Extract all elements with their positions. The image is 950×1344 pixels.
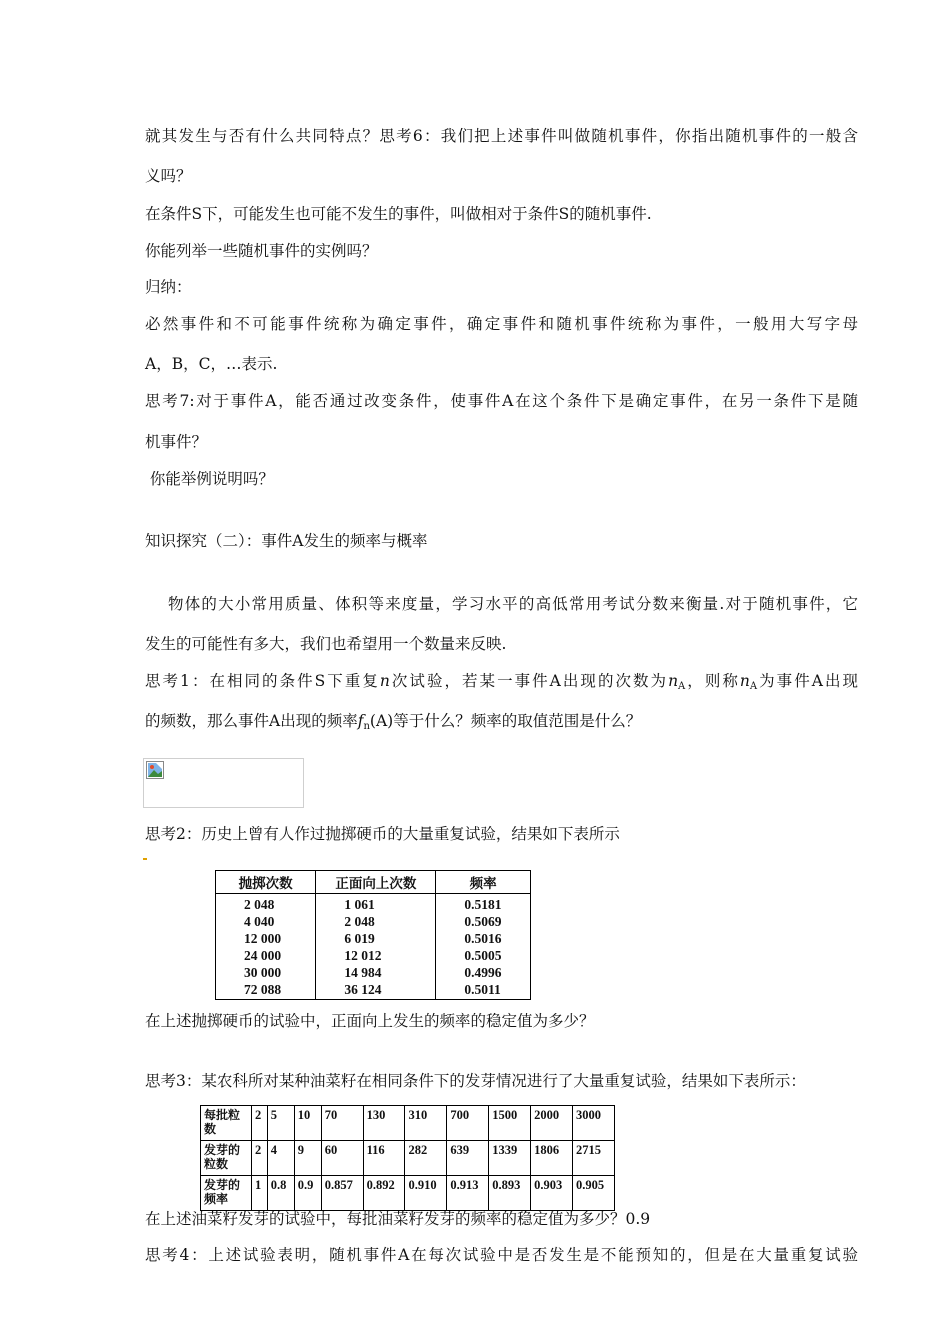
table-cell: 70	[321, 1106, 363, 1141]
table-cell: 9	[294, 1141, 321, 1176]
table-row	[216, 964, 531, 981]
table-row	[216, 930, 531, 947]
table-cell: 0.5016	[436, 930, 531, 947]
table-cell: 36 124	[316, 981, 436, 1000]
table-cell: 1 061	[316, 894, 436, 914]
think1-line2: 的频数，那么事件A出现的频率$f_n(A)$等于什么？频率的取值范围是什么？	[145, 712, 642, 732]
table-cell: 2	[252, 1106, 268, 1141]
paragraph-line: 你能列举一些随机事件的实例吗？	[145, 242, 378, 260]
paragraph-line: 必然事件和不可能事件统称为确定事件，确定事件和随机事件统称为事件，一般用大写字母	[145, 315, 858, 333]
paragraph-line: 机事件？	[145, 433, 208, 451]
broken-image-placeholder	[143, 758, 304, 808]
table-cell: 0.893	[489, 1176, 531, 1211]
table-cell: 0.892	[363, 1176, 405, 1211]
table-cell: 5	[267, 1106, 294, 1141]
table-cell: 1339	[489, 1141, 531, 1176]
table-header-cell: 正面向上次数	[316, 871, 436, 894]
table-cell: 639	[447, 1141, 489, 1176]
table-cell: 4 040	[216, 913, 316, 930]
table-cell: 发芽的粒数	[201, 1141, 252, 1176]
paragraph-line: A，B，C，…表示.	[145, 355, 278, 373]
seed-question: 在上述油菜籽发芽的试验中，每批油菜籽发芽的频率的稳定值为多少？0.9	[145, 1210, 651, 1228]
table-cell: 1806	[531, 1141, 573, 1176]
section-heading: 知识探究（二）：事件A发生的频率与概率	[145, 532, 428, 550]
think3: 思考3：某农科所对某种油菜籽在相同条件下的发芽情况进行了大量重复试验，结果如下表所示：	[145, 1072, 806, 1090]
paragraph-line: 思考7:对于事件A，能否通过改变条件，使事件A在这个条件下是确定事件，在另一条件下是随	[145, 392, 858, 410]
table-cell: 10	[294, 1106, 321, 1141]
table-cell: 12 012	[316, 947, 436, 964]
paragraph-line: 归纳：	[145, 278, 192, 296]
table-header-cell: 抛掷次数	[216, 871, 316, 894]
table-row	[201, 1141, 615, 1176]
paragraph-line: 义吗？	[145, 167, 192, 185]
think4: 思考4：上述试验表明，随机事件A在每次试验中是否发生是不能预知的，但是在大量重复试验	[145, 1246, 858, 1264]
table-cell: 1500	[489, 1106, 531, 1141]
table-cell: 60	[321, 1141, 363, 1176]
table-cell: 12 000	[216, 930, 316, 947]
broken-image-icon	[146, 761, 164, 779]
table-cell: 2	[252, 1141, 268, 1176]
table-cell: 发芽的频率	[201, 1176, 252, 1211]
table-cell: 2715	[572, 1141, 614, 1176]
table-cell: 310	[405, 1106, 447, 1141]
table-cell: 0.5011	[436, 981, 531, 1000]
table-cell: 30 000	[216, 964, 316, 981]
table-cell: 1	[252, 1176, 268, 1211]
table-cell: 0.5069	[436, 913, 531, 930]
table-cell: 0.910	[405, 1176, 447, 1211]
paragraph-line: 在条件S下，可能发生也可能不发生的事件，叫做相对于条件S的随机事件.	[145, 205, 652, 223]
table-cell: 130	[363, 1106, 405, 1141]
table-cell: 24 000	[216, 947, 316, 964]
table-cell: 0.903	[531, 1176, 573, 1211]
table-cell: 2 048	[316, 913, 436, 930]
table-cell: 2 048	[216, 894, 316, 914]
table-cell: 0.4996	[436, 964, 531, 981]
table-header-row	[216, 871, 531, 894]
table-row	[216, 913, 531, 930]
table-cell: 3000	[572, 1106, 614, 1141]
table-cell: 0.5181	[436, 894, 531, 914]
table-cell: 4	[267, 1141, 294, 1176]
table-row	[216, 947, 531, 964]
table-cell: 14 984	[316, 964, 436, 981]
table-cell: 0.5005	[436, 947, 531, 964]
paragraph-line: 物体的大小常用质量、体积等来度量，学习水平的高低常用考试分数来衡量.对于随机事件，它	[168, 595, 858, 613]
table-row	[201, 1106, 615, 1141]
table-row	[216, 981, 531, 1000]
think1-line1: 思考1：在相同的条件S下重复n次试验，若某一事件A出现的次数为$n_A$，则称$n_A$为事件A出现	[145, 672, 858, 692]
think2: 思考2：历史上曾有人作过抛掷硬币的大量重复试验，结果如下表所示	[145, 825, 620, 843]
table-row	[216, 894, 531, 914]
table-cell: 每批粒数	[201, 1106, 252, 1141]
paragraph-line: 你能举例说明吗？	[145, 470, 274, 488]
table-cell: 116	[363, 1141, 405, 1176]
paragraph-line: 发生的可能性有多大，我们也希望用一个数量来反映.	[145, 635, 507, 653]
paragraph-line: 就其发生与否有什么共同特点？思考6：我们把上述事件叫做随机事件，你指出随机事件的一般含	[145, 127, 858, 145]
table-cell: 72 088	[216, 981, 316, 1000]
seed-table	[200, 1105, 615, 1211]
table-cell: 0.8	[267, 1176, 294, 1211]
table-row	[201, 1176, 615, 1211]
table-cell: 282	[405, 1141, 447, 1176]
table-header-cell: 频率	[436, 871, 531, 894]
coin-table	[215, 870, 531, 1000]
table-cell: 6 019	[316, 930, 436, 947]
marker-dot	[143, 858, 147, 860]
table-cell: 0.905	[572, 1176, 614, 1211]
table-cell: 700	[447, 1106, 489, 1141]
table-cell: 2000	[531, 1106, 573, 1141]
coin-question: 在上述抛掷硬币的试验中，正面向上发生的频率的稳定值为多少？	[145, 1012, 595, 1030]
table-cell: 0.913	[447, 1176, 489, 1211]
table-cell: 0.857	[321, 1176, 363, 1211]
table-cell: 0.9	[294, 1176, 321, 1211]
